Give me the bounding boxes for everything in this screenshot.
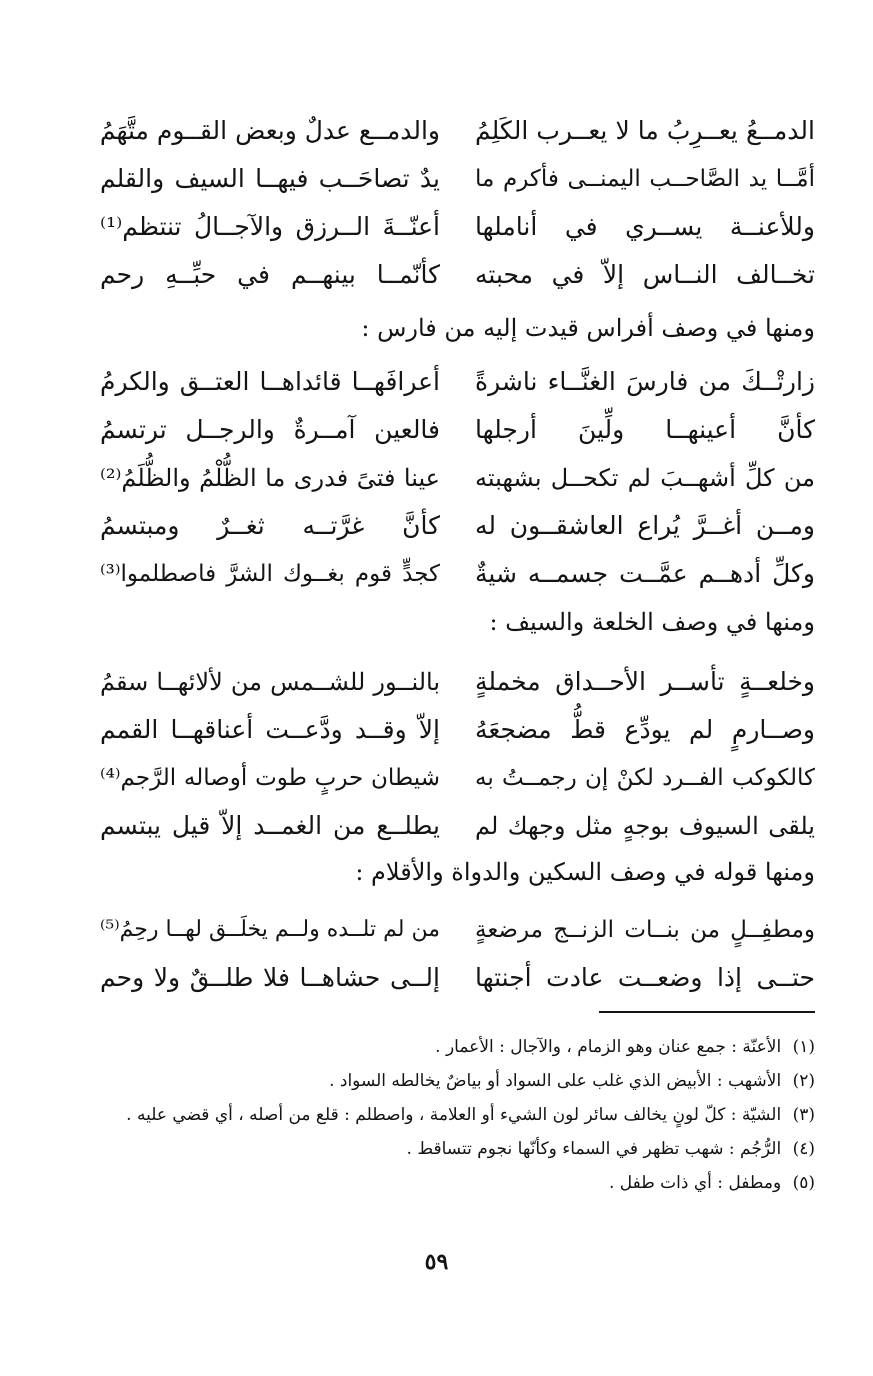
first-hemistich: وخلعــةٍ تأســر الأحــداق مخملةٍ (475, 667, 815, 696)
footnote (100, 1132, 815, 1166)
second-hemistich: كأنّمــا بينهــم في حبِّــهِ رحم (100, 260, 440, 289)
second-hemistich: والدمــع عدلٌ وبعض القــوم متَّهَمُ (99, 116, 440, 145)
poem-stanza (100, 906, 815, 1002)
footnote-text: الأشهب : الأبيض الذي غلب على السواد أو بياضٌ يخالطه السواد . (329, 1071, 782, 1091)
footnote-number: (٤) (792, 1139, 815, 1159)
first-hemistich: كالكوكب الفــرد لكنْ إن رجمــتُ به (475, 765, 815, 791)
first-hemistich: زارتْــكَ من فارسَ الغنَّــاء ناشرةً (475, 367, 815, 396)
first-hemistich: وكلِّ أدهــم عمَّــت جسمــه شيةٌ (475, 559, 815, 588)
first-hemistich: ومطفِــلٍ من بنــات الزنــج مرضعةٍ (475, 917, 815, 943)
second-hemistich: إلاّ وقــد ودَّعــت أعناقهــا القمم (100, 715, 440, 744)
verse-line (100, 406, 815, 454)
footnote-number: (٣) (792, 1105, 815, 1125)
page-number: ٥٩ (424, 1249, 449, 1275)
section-intro: ومنها في وصف الخلعة والسيف : (489, 608, 815, 636)
poem-stanza (100, 107, 815, 299)
footnote-number: (١) (792, 1037, 815, 1057)
footnote-number: (٢) (792, 1071, 815, 1091)
first-hemistich: وصــارمٍ لم يودِّع قطُّ مضجعَهُ (475, 715, 815, 744)
second-hemistich: من لم تلــده ولــم يخلَــق لهــا رحِمُ⁽⁵⁾ (100, 917, 440, 942)
footnote (100, 1030, 815, 1064)
verse-line (100, 706, 815, 754)
first-hemistich: ومــن أغــرَّ يُراع العاشقــون له (475, 511, 815, 540)
verse-line (100, 155, 815, 203)
first-hemistich: تخــالف النــاس إلاّ في محبته (475, 260, 815, 289)
verse-line (100, 454, 815, 502)
verse-line (100, 802, 815, 850)
second-hemistich: يطلــع من الغمــد إلاّ قيل يبتسم (100, 811, 440, 840)
verse-line (100, 203, 815, 251)
second-hemistich: بالنــور للشــمس من لألائهــا سقمُ (100, 668, 440, 696)
verse-line (100, 754, 815, 802)
second-hemistich: عينا فتىً فدرى ما الظُّلْمُ والظُّلَمُ⁽²⁾ (100, 464, 440, 492)
second-hemistich: كأنَّ غرَّتــه ثغــرٌ ومبتسمُ (100, 511, 440, 540)
footnote-text: الرُّجُم : شهب تظهر في السماء وكأنّها نجوم تتساقط . (406, 1139, 782, 1159)
footnote (100, 1064, 815, 1098)
first-hemistich: حتــى إذا وضعــت عادت أجنتها (475, 963, 815, 992)
poem-stanza (100, 358, 815, 598)
footnote-text: الشيّة : كلّ لونٍ يخالف سائر لون الشيء أو العلامة ، واصطلم : قلع من أصله ، أي قضي عليه . (126, 1105, 782, 1125)
section-intro: ومنها في وصف أفراس قيدت إليه من فارس : (361, 314, 815, 342)
verse-line (100, 658, 815, 706)
first-hemistich: يلقى السيوف بوجهٍ مثل وجهك لم (475, 812, 815, 840)
verse-line (100, 502, 815, 550)
footnotes (100, 1030, 815, 1200)
verse-line (100, 906, 815, 954)
footnote-text: ومطفل : أي ذات طفل . (608, 1173, 782, 1193)
first-hemistich: من كلِّ أشهــبَ لم تكحــل بشهبته (475, 464, 815, 492)
first-hemistich: كأنَّ أعينهــا ولِّينَ أرجلها (475, 415, 815, 444)
verse-line (100, 550, 815, 598)
first-hemistich: الدمــعُ يعــرِبُ ما لا يعــرب الكَلِمُ (475, 116, 815, 145)
first-hemistich: وللأعنــة يســري في أناملها (475, 212, 815, 241)
first-hemistich: أمَّــا يد الصَّاحــب اليمنــى فأكرم ما (475, 166, 815, 192)
second-hemistich: أعنّــةَ الــرزق والآجــالُ تنتظم⁽¹⁾ (100, 212, 440, 241)
second-hemistich: إلــى حشاهــا فلا طلــقٌ ولا وحم (100, 963, 440, 992)
verse-line (100, 251, 815, 299)
verse-line (100, 954, 815, 1002)
verse-line (100, 358, 815, 406)
second-hemistich: أعرافَهــا قائداهــا العتــق والكرمُ (100, 367, 440, 396)
footnote-text: الأعنّة : جمع عنان وهو الزمام ، والآجال : الأعمار . (435, 1037, 782, 1057)
footnote (100, 1166, 815, 1200)
second-hemistich: يدٌ تصاحَــب فيهــا السيف والقلم (100, 164, 440, 193)
second-hemistich: كجدٍّ قوم بغــوك الشرَّ فاصطلموا⁽³⁾ (100, 561, 440, 587)
second-hemistich: فالعين آمــرةٌ والرجــل ترتسمُ (100, 415, 440, 444)
footnote-divider (599, 1011, 815, 1013)
footnote (100, 1098, 815, 1132)
verse-line (100, 107, 815, 155)
second-hemistich: شيطان حربٍ طوت أوصاله الرَّجم⁽⁴⁾ (100, 765, 440, 791)
footnote-number: (٥) (792, 1173, 815, 1193)
poem-stanza (100, 658, 815, 850)
section-intro: ومنها قوله في وصف السكين والدواة والأقلام : (355, 858, 815, 886)
